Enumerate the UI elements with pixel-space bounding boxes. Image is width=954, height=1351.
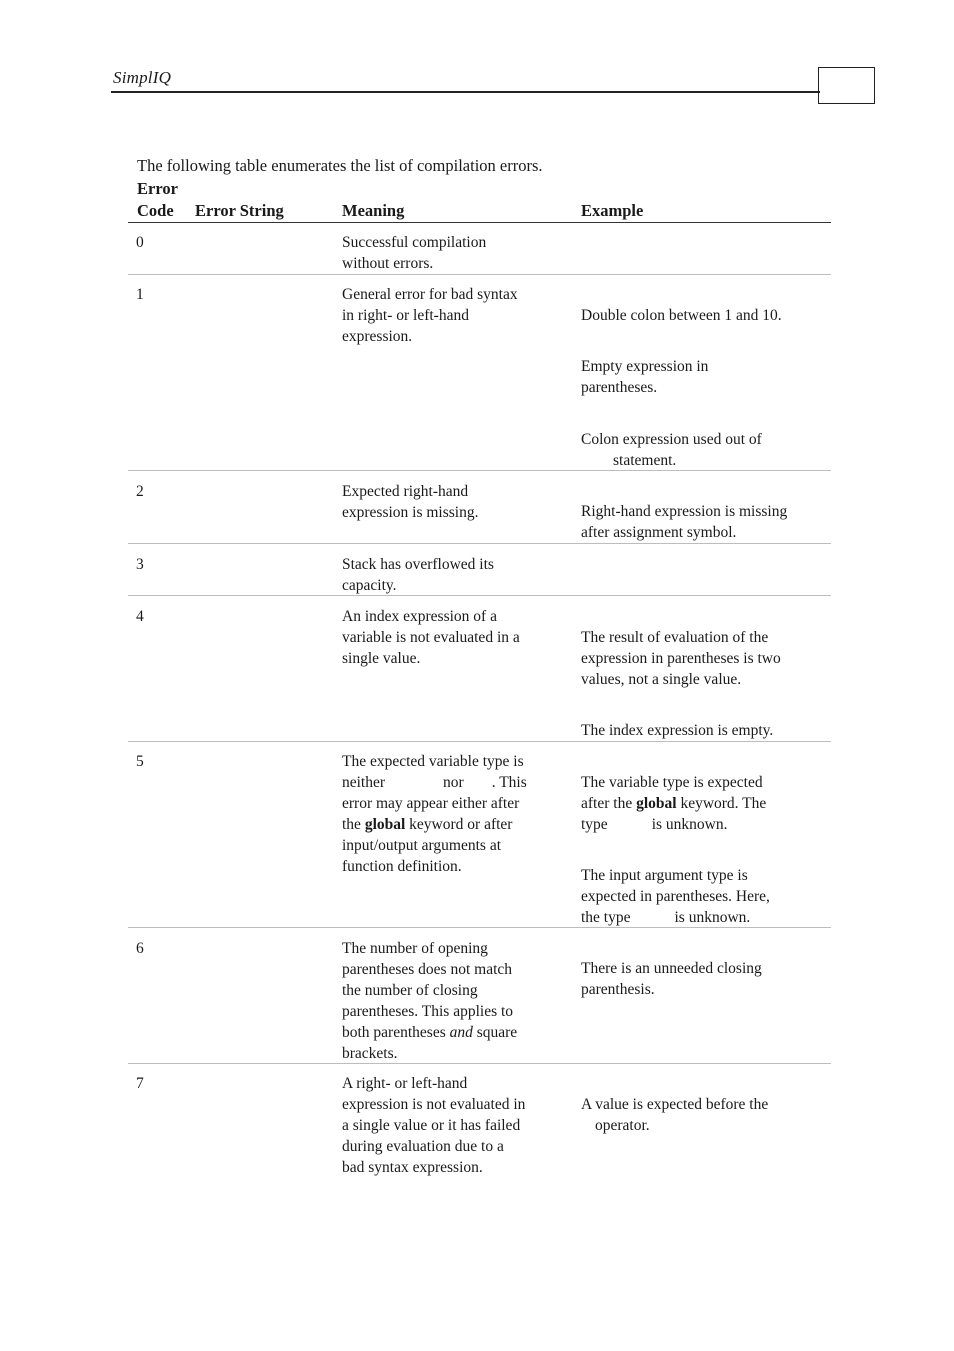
header-error-code-line2: Code (137, 201, 174, 220)
row-3-meaning: Stack has overflowed its capacity. (342, 556, 494, 594)
row-4-meaning: An index expression of a variable is not evaluated in a single value. (342, 608, 520, 667)
row-6-meaning: The number of opening parentheses does not match the number of closing parentheses. This applies to both parentheses and square brackets. (342, 940, 518, 1062)
row-6-example-1: There is an unneeded closing parenthesis. (581, 960, 762, 998)
row-7-code: 7 (136, 1075, 144, 1092)
row-5-example-1: The variable type is expected after the global keyword. The type is unknown. (581, 774, 767, 833)
header-example: Example (581, 201, 644, 220)
row-divider (128, 543, 831, 544)
intro-paragraph: The following table enumerates the list of compilation errors. (137, 156, 543, 175)
row-5-example-2: The input argument type is expected in parentheses. Here, the type is unknown. (581, 867, 770, 926)
table-header-rule (128, 222, 831, 223)
row-divider (128, 1063, 831, 1064)
row-divider (128, 274, 831, 275)
row-1-code: 1 (136, 286, 144, 303)
page-number-box (818, 67, 875, 104)
row-2-example-1: Right-hand expression is missing after assignment symbol. (581, 503, 788, 541)
row-0-code: 0 (136, 234, 144, 251)
row-2-meaning: Expected right-hand expression is missing. (342, 483, 479, 521)
row-5-code: 5 (136, 753, 144, 770)
row-divider (128, 470, 831, 471)
row-0-meaning: Successful compilation without errors. (342, 234, 487, 272)
row-divider (128, 741, 831, 742)
running-header-title: SimplIQ (113, 68, 172, 87)
row-1-example-3: Colon expression used out of statement. (581, 431, 762, 469)
row-1-example-2: Empty expression in parentheses. (581, 358, 709, 396)
header-error-code-line1: Error (137, 179, 178, 198)
row-1-example-1: Double colon between 1 and 10. (581, 307, 782, 324)
row-1-meaning: General error for bad syntax in right- or left-hand expression. (342, 286, 518, 345)
row-2-code: 2 (136, 483, 144, 500)
header-rule (111, 91, 820, 93)
row-divider (128, 595, 831, 596)
row-5-meaning: The expected variable type is neither nor . This error may appear either after the global keyword or after input/output arguments at function definition. (342, 753, 527, 875)
row-6-code: 6 (136, 940, 144, 957)
row-7-meaning: A right- or left-hand expression is not evaluated in a single value or it has failed during evaluation due to a bad syntax expression. (342, 1075, 526, 1176)
header-meaning: Meaning (342, 201, 405, 220)
row-divider (128, 927, 831, 928)
row-7-example-1: A value is expected before the operator. (581, 1096, 769, 1134)
row-4-example-2: The index expression is empty. (581, 722, 774, 739)
header-error-string: Error String (195, 201, 284, 220)
row-4-code: 4 (136, 608, 144, 625)
row-3-code: 3 (136, 556, 144, 573)
row-4-example-1: The result of evaluation of the expression in parentheses is two values, not a single value. (581, 629, 781, 688)
